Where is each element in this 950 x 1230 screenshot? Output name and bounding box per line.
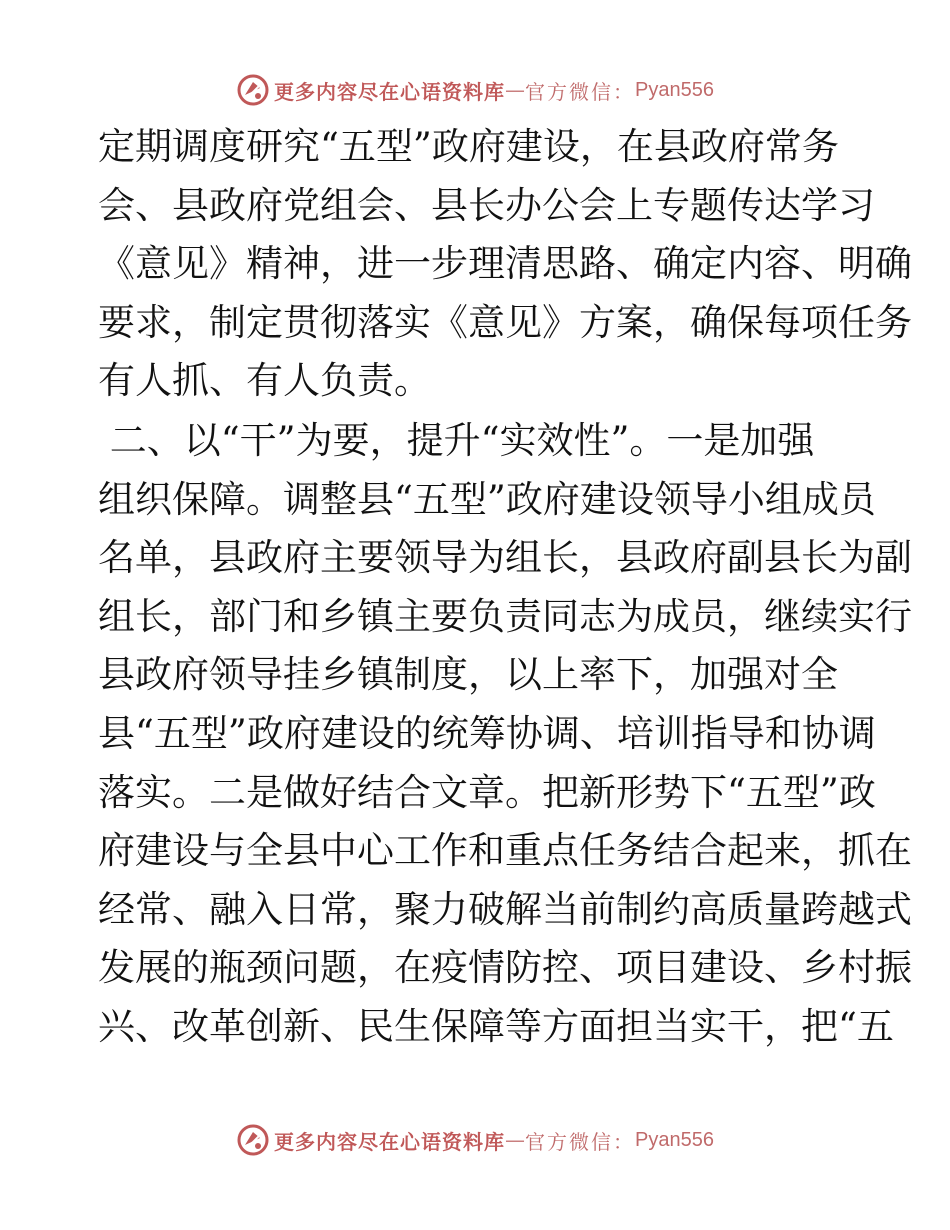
watermark-banner-bottom — [0, 1120, 950, 1160]
text-line: 县政府领导挂乡镇制度，以上率下，加强对全 — [98, 653, 838, 697]
document-body — [98, 118, 912, 1057]
watermark-wechat-label: 官方微信： — [525, 1129, 636, 1154]
watermark-wechat-id: Pyan556 — [635, 1128, 714, 1151]
text-line: 经常、融入日常，聚力破解当前制约高质量跨越式 — [98, 887, 912, 931]
text-line: 有人抓、有人负责。 — [98, 359, 431, 403]
watermark-wechat-id: Pyan556 — [635, 78, 714, 101]
watermark-title: 更多内容尽在心语资料库 — [274, 1129, 506, 1154]
text-line: 定期调度研究“五型”政府建设，在县政府常务 — [98, 125, 839, 168]
text-line: 兴、改革创新、民生保障等方面担当实干，把“五 — [98, 1004, 894, 1048]
paragraph-1 — [98, 118, 912, 411]
watermark-title: 更多内容尽在心语资料库 — [274, 79, 506, 104]
paragraph-2 — [98, 412, 912, 1057]
library-logo-icon — [236, 73, 270, 107]
library-logo-icon — [236, 1123, 270, 1157]
watermark-dash: — — [505, 1128, 526, 1152]
text-line: 名单，县政府主要领导为组长，县政府副县长为副 — [98, 536, 912, 580]
text-line: 组织保障。调整县“五型”政府建设领导小组成员 — [98, 477, 876, 521]
text-line: 发展的瓶颈问题，在疫情防控、项目建设、乡村振 — [98, 946, 912, 990]
text-line: 落实。二是做好结合文章。把新形势下“五型”政 — [98, 770, 876, 814]
watermark-banner-top — [0, 70, 950, 110]
text-line: 会、县政府党组会、县长办公会上专题传达学习 — [98, 183, 875, 227]
text-line: 组长，部门和乡镇主要负责同志为成员，继续实行 — [98, 594, 912, 638]
watermark-wechat-label: 官方微信： — [525, 79, 636, 104]
watermark-dash: — — [505, 78, 526, 102]
text-line: 二、以“干”为要，提升“实效性”。一是加强 — [98, 418, 815, 462]
text-line: 《意见》精神，进一步理清思路、确定内容、明确 — [98, 242, 912, 286]
text-line: 府建设与全县中心工作和重点任务结合起来，抓在 — [98, 829, 912, 873]
text-line: 县“五型”政府建设的统筹协调、培训指导和协调 — [98, 711, 876, 755]
text-line: 要求，制定贯彻落实《意见》方案，确保每项任务 — [98, 300, 912, 344]
